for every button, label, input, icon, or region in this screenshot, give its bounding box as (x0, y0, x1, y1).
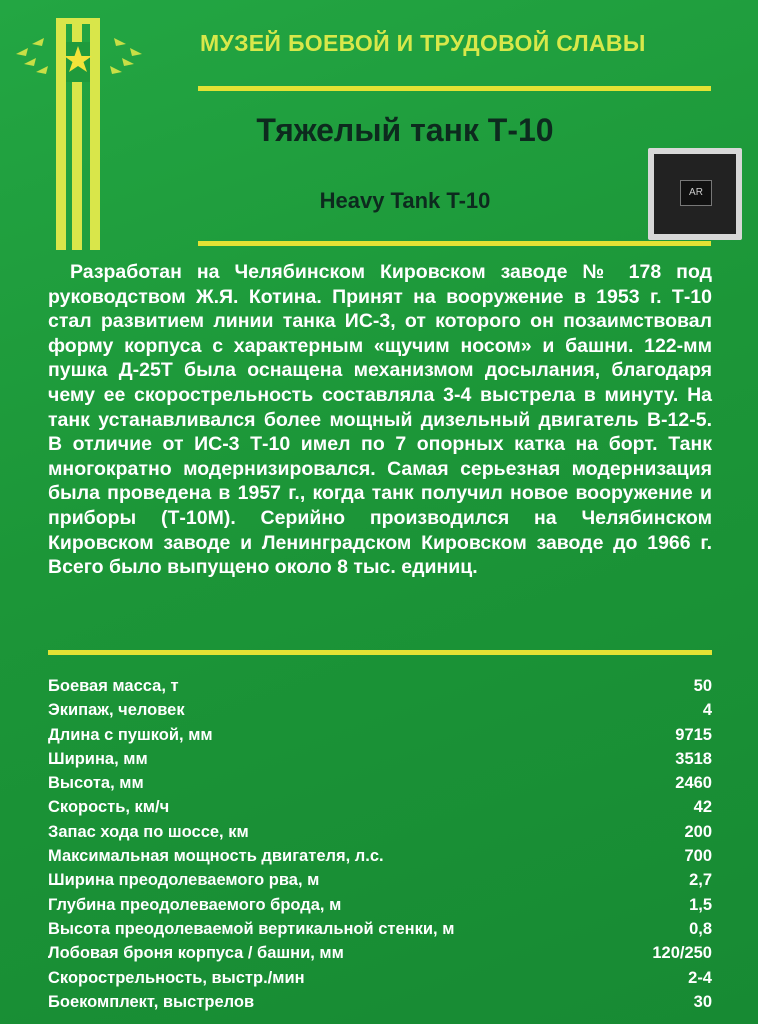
spec-row (48, 677, 712, 701)
divider-specs (48, 650, 712, 655)
spec-value: 50 (693, 677, 712, 695)
spec-value: 42 (693, 798, 712, 817)
spec-value: 2-4 (688, 968, 712, 987)
spec-row (48, 774, 712, 798)
spec-label: Ширина преодолеваемого рва, м (48, 871, 320, 890)
spec-label: Ширина, мм (48, 749, 148, 768)
spec-row (48, 798, 712, 822)
spec-label: Высота, мм (48, 774, 144, 793)
spec-row (48, 944, 712, 968)
specs-table (48, 677, 712, 1017)
spec-label: Высота преодолеваемой вертикальной стенки, м (48, 919, 455, 938)
spec-row (48, 726, 712, 750)
spec-label: Скорость, км/ч (48, 798, 170, 817)
spec-value: 120/250 (652, 944, 712, 963)
qr-code-icon (654, 154, 736, 234)
divider-header (198, 241, 711, 246)
divider-top (198, 86, 711, 91)
spec-row (48, 847, 712, 871)
museum-title: МУЗЕЙ БОЕВОЙ И ТРУДОВОЙ СЛАВЫ (200, 30, 646, 56)
spec-value: 9715 (675, 725, 712, 744)
spec-value: 3518 (675, 749, 712, 768)
spec-row (48, 871, 712, 895)
spec-value: 2,7 (689, 871, 712, 890)
spec-row (48, 750, 712, 774)
page-title: Тяжелый танк Т-10 (256, 112, 554, 148)
museum-emblem-icon (14, 14, 144, 254)
spec-row (48, 896, 712, 920)
spec-value: 1,5 (689, 895, 712, 914)
spec-label: Боевая масса, т (48, 677, 179, 695)
spec-row (48, 920, 712, 944)
spec-label: Лобовая броня корпуса / башни, мм (48, 944, 344, 963)
spec-label: Скорострельность, выстр./мин (48, 968, 305, 987)
spec-value: 0,8 (689, 919, 712, 938)
spec-label: Экипаж, человек (48, 701, 185, 720)
spec-row (48, 701, 712, 725)
spec-value: 30 (693, 992, 712, 1011)
spec-row (48, 823, 712, 847)
spec-row (48, 993, 712, 1017)
spec-value: 700 (684, 847, 712, 866)
spec-row (48, 969, 712, 993)
spec-value: 4 (702, 701, 712, 720)
spec-value: 2460 (675, 774, 712, 793)
spec-value: 200 (684, 822, 712, 841)
spec-label: Длина с пушкой, мм (48, 725, 213, 744)
qr-ar-label: AR (680, 180, 712, 206)
spec-label: Глубина преодолеваемого брода, м (48, 895, 342, 914)
spec-label: Боекомплект, выстрелов (48, 992, 255, 1011)
description-text: Разработан на Челябинском Кировском заводе № 178 под руководством Ж.Я. Котина. Принят на вооружение в 1953 г. Т-10 стал развитием линии танка ИС-3, от которого он позаимствовал форму корпуса с характерным «щучим носом» и башни. 122-мм пушка Д-25Т была оснащена механизмом досылания, благодаря чему ее скорострельность составляла 3-4 выстрела в минуту. На танк устанавливался более мощный дизельный двигатель В-12-5. В отличие от ИС-3 Т-10 имел по 7 опорных катка на борт. Танк многократно модернизировался. Самая серьезная модернизация была проведена в 1957 г., когда танк получил новое вооружение и приборы (Т-10М). Серийно производился на Челябинском Кировском заводе и Ленинградском Кировском заводе до 1966 г. Всего было выпущено около 8 тыс. единиц. (48, 261, 712, 579)
qr-code[interactable] (648, 148, 742, 240)
spec-label: Запас хода по шоссе, км (48, 822, 249, 841)
page-subtitle: Heavy Tank T-10 (319, 188, 491, 213)
spec-label: Максимальная мощность двигателя, л.с. (48, 847, 384, 866)
